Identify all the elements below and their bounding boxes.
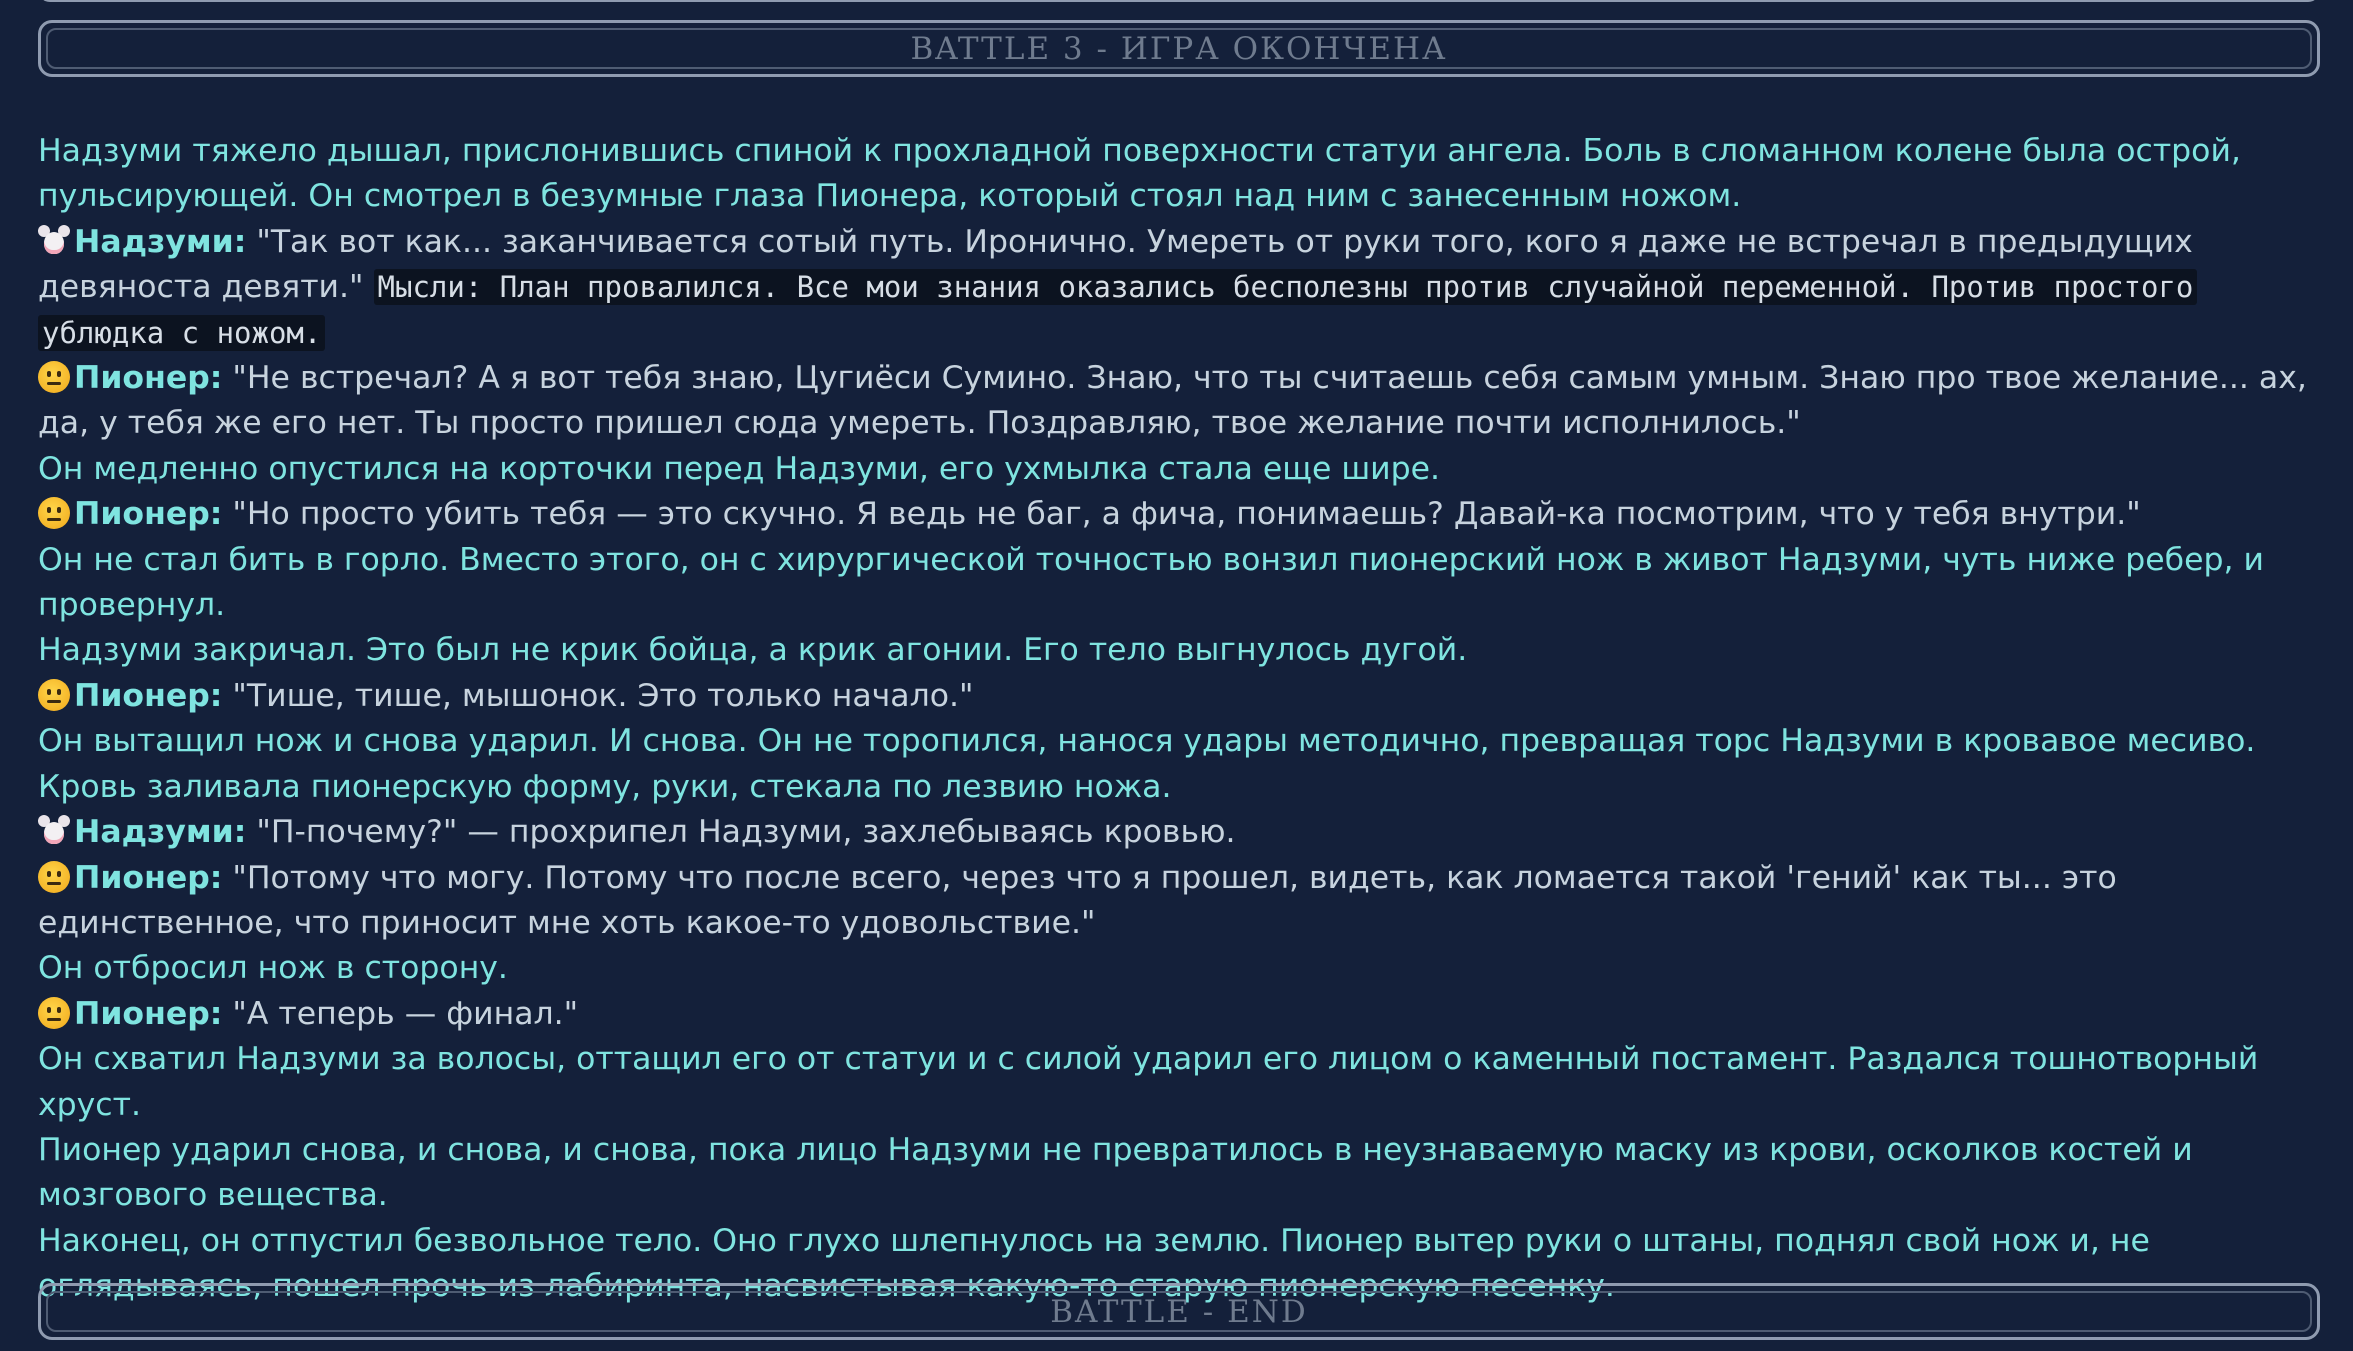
neutral-face-icon — [38, 861, 70, 893]
narration-line: Он отбросил нож в сторону. — [38, 950, 508, 987]
dialogue-quote: "Так вот как... заканчивается сотый путь. Иронично. Умереть от руки того, кого я даже не встречал в предыдущих девяноста девяти." — [38, 223, 2193, 306]
neutral-face-icon — [38, 679, 70, 711]
neutral-face-icon — [38, 997, 70, 1029]
dialogue-line-pioneer — [38, 356, 2320, 447]
speaker-name: Пионер: — [74, 995, 223, 1032]
speaker-name: Надзуми: — [74, 223, 247, 260]
mouse-face-icon — [38, 815, 70, 847]
speaker-name: Пионер: — [74, 677, 223, 714]
battle-over-banner-text: BATTLE 3 - ИГРА ОКОНЧЕНА — [910, 30, 1448, 67]
thought-text: Мысли: План провалился. Все мои знания оказались бесполезны против случайной переменной. Против простого ублюдка с ножом. — [38, 269, 2197, 350]
dialogue-quote: "Но просто убить тебя — это скучно. Я ведь не баг, а фича, понимаешь? Давай-ка посмотрим, что у тебя внутри." — [222, 496, 2141, 533]
speaker-name: Пионер: — [74, 859, 223, 896]
narration-line: Надзуми закричал. Это был не крик бойца, а крик агонии. Его тело выгнулось дугой. — [38, 632, 1468, 669]
dialogue-line-nadzumi — [38, 220, 2320, 356]
narration-line: Он медленно опустился на корточки перед Надзуми, его ухмылка стала еще шире. — [38, 450, 1441, 487]
mouse-face-icon — [38, 225, 70, 257]
story-log — [38, 129, 2320, 1310]
narration-line: Он вытащил нож и снова ударил. И снова. Он не торопился, нанося удары методично, превращая торс Надзуми в кровавое месиво. Кровь заливала пионерскую форму, руки, стекала по лезвию ножа. — [38, 723, 2256, 805]
narration-line: Наконец, он отпустил безвольное тело. Оно глухо шлепнулось на землю. Пионер вытер руки о штаны, поднял свой нож и, не оглядываясь, пошел прочь из лабиринта, насвистывая какую-то старую пионерскую песенку. — [38, 1222, 2150, 1305]
narration-line: Пионер ударил снова, и снова, и снова, пока лицо Надзуми не превратилось в неузнаваемую маску из крови, осколков костей и мозгового вещества. — [38, 1131, 2193, 1214]
dialogue-line-pioneer — [38, 992, 2320, 1037]
speaker-name: Пионер: — [74, 496, 223, 533]
dialogue-quote: "Тише, тише, мышонок. Это только начало." — [222, 677, 974, 714]
speaker-name: Пионер: — [74, 360, 223, 397]
battle-over-banner — [38, 20, 2320, 77]
dialogue-line-pioneer — [38, 492, 2320, 537]
battle-end-banner-text: BATTLE - END — [1050, 1293, 1308, 1330]
dialogue-line-pioneer — [38, 674, 2320, 719]
dialogue-line-nadzumi — [38, 810, 2320, 855]
narration-line: Он не стал бить в горло. Вместо этого, он с хирургической точностью вонзил пионерский нож в живот Надзуми, чуть ниже ребер, и провернул. — [38, 541, 2264, 624]
narration-line: Он схватил Надзуми за волосы, оттащил его от статуи и с силой ударил его лицом о каменный постамент. Раздался тошнотворный хруст. — [38, 1041, 2259, 1123]
battle-end-banner — [38, 1283, 2320, 1340]
previous-banner-edge — [38, 0, 2320, 2]
speaker-name: Надзуми: — [74, 814, 247, 851]
neutral-face-icon — [38, 497, 70, 529]
neutral-face-icon — [38, 361, 70, 393]
narration-line: Надзуми тяжело дышал, прислонившись спиной к прохладной поверхности статуи ангела. Боль в сломанном колене была острой, пульсирующей. Он смотрел в безумные глаза Пионера, который стоял над ним с занесенным ножом. — [38, 133, 2241, 215]
dialogue-quote: "Потому что могу. Потому что после всего, через что я прошел, видеть, как ломается такой 'гений' как ты... это единственное, что приносит мне хоть какое-то удовольствие." — [38, 859, 2117, 941]
dialogue-quote: "А теперь — финал." — [222, 995, 579, 1032]
dialogue-quote: "Не встречал? А я вот тебя знаю, Цугиёси Сумино. Знаю, что ты считаешь себя самым умным. Знаю про твое желание... ах, да, у тебя же его нет. Ты просто пришел сюда умереть. Поздравляю, твое желание почти исполнилось." — [38, 360, 2307, 442]
dialogue-quote: "П-почему?" — прохрипел Надзуми, захлебываясь кровью. — [246, 814, 1236, 851]
dialogue-line-pioneer — [38, 856, 2320, 947]
